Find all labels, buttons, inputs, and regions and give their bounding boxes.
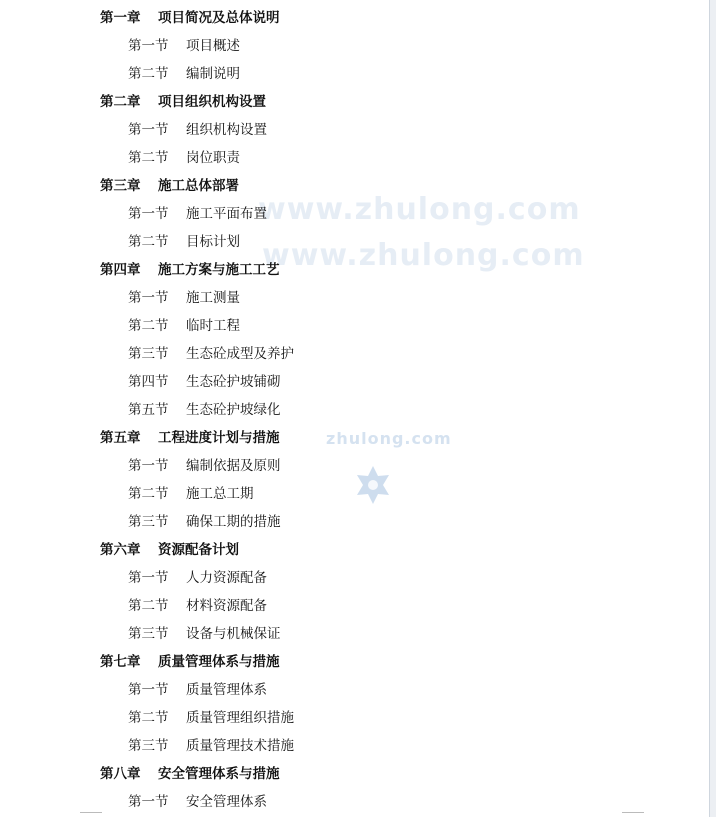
- section-number: 第二节: [128, 66, 169, 82]
- section-title: 质量管理组织措施: [186, 710, 294, 726]
- toc-section: [0, 676, 716, 704]
- section-title: 设备与机械保证: [186, 626, 281, 642]
- toc-section: [0, 452, 716, 480]
- toc-section: [0, 508, 716, 536]
- section-title: 生态砼成型及养护: [186, 346, 294, 362]
- section-title: 施工测量: [186, 290, 240, 306]
- page-edge: [709, 0, 716, 817]
- section-number: 第五节: [128, 402, 169, 418]
- toc-section: [0, 60, 716, 88]
- toc-chapter: [0, 4, 716, 32]
- toc-section: [0, 312, 716, 340]
- page-corner-mark: [80, 812, 102, 817]
- chapter-number: 第八章: [100, 766, 141, 782]
- toc-section: [0, 116, 716, 144]
- section-number: 第一节: [128, 206, 169, 222]
- section-title: 人力资源配备: [186, 570, 267, 586]
- chapter-number: 第一章: [100, 10, 141, 26]
- chapter-number: 第七章: [100, 654, 141, 670]
- chapter-title: 项目简况及总体说明: [158, 10, 280, 26]
- section-number: 第三节: [128, 626, 169, 642]
- watermark-text-small: zhulong.com: [326, 429, 452, 448]
- chapter-number: 第六章: [100, 542, 141, 558]
- section-number: 第三节: [128, 514, 169, 530]
- toc-section: [0, 788, 716, 816]
- section-title: 生态砼护坡铺砌: [186, 374, 281, 390]
- section-number: 第二节: [128, 234, 169, 250]
- section-title: 组织机构设置: [186, 122, 267, 138]
- toc-section: [0, 144, 716, 172]
- section-title: 质量管理技术措施: [186, 738, 294, 754]
- section-number: 第一节: [128, 38, 169, 54]
- section-title: 生态砼护坡绿化: [186, 402, 281, 418]
- toc-section: [0, 32, 716, 60]
- toc-chapter: [0, 760, 716, 788]
- watermark-text: www.zhulong.com: [258, 192, 581, 227]
- section-title: 临时工程: [186, 318, 240, 334]
- section-title: 质量管理体系: [186, 682, 267, 698]
- section-title: 施工总工期: [186, 486, 254, 502]
- toc-section: [0, 396, 716, 424]
- section-number: 第一节: [128, 570, 169, 586]
- toc-chapter: [0, 648, 716, 676]
- toc-section: [0, 620, 716, 648]
- chapter-title: 资源配备计划: [158, 542, 239, 558]
- chapter-title: 安全管理体系与措施: [158, 766, 280, 782]
- section-title: 目标计划: [186, 234, 240, 250]
- section-title: 安全管理体系: [186, 794, 267, 810]
- section-title: 岗位职责: [186, 150, 240, 166]
- toc-section: [0, 228, 716, 256]
- section-number: 第二节: [128, 150, 169, 166]
- toc-section: [0, 704, 716, 732]
- section-number: 第四节: [128, 374, 169, 390]
- section-title: 施工平面布置: [186, 206, 267, 222]
- toc-chapter: [0, 88, 716, 116]
- section-number: 第三节: [128, 738, 169, 754]
- chapter-number: 第三章: [100, 178, 141, 194]
- section-title: 确保工期的措施: [186, 514, 281, 530]
- section-number: 第二节: [128, 486, 169, 502]
- section-number: 第二节: [128, 710, 169, 726]
- toc-section: [0, 200, 716, 228]
- chapter-title: 质量管理体系与措施: [158, 654, 280, 670]
- watermark-text: www.zhulong.com: [262, 238, 585, 273]
- section-title: 项目概述: [186, 38, 240, 54]
- chapter-title: 施工方案与施工工艺: [158, 262, 280, 278]
- chapter-title: 施工总体部署: [158, 178, 239, 194]
- toc-chapter: [0, 536, 716, 564]
- toc-section: [0, 592, 716, 620]
- section-number: 第一节: [128, 458, 169, 474]
- toc-section: [0, 564, 716, 592]
- chapter-number: 第四章: [100, 262, 141, 278]
- section-number: 第二节: [128, 598, 169, 614]
- toc-section: [0, 480, 716, 508]
- chapter-title: 项目组织机构设置: [158, 94, 266, 110]
- section-number: 第二节: [128, 318, 169, 334]
- chapter-number: 第二章: [100, 94, 141, 110]
- section-title: 材料资源配备: [186, 598, 267, 614]
- toc-chapter: [0, 172, 716, 200]
- section-number: 第一节: [128, 682, 169, 698]
- section-title: 编制说明: [186, 66, 240, 82]
- page-corner-mark: [622, 812, 644, 817]
- toc-chapter: [0, 424, 716, 452]
- chapter-number: 第五章: [100, 430, 141, 446]
- chapter-title: 工程进度计划与措施: [158, 430, 280, 446]
- section-number: 第一节: [128, 122, 169, 138]
- section-title: 编制依据及原则: [186, 458, 281, 474]
- section-number: 第一节: [128, 290, 169, 306]
- section-number: 第三节: [128, 346, 169, 362]
- table-of-contents: [0, 4, 716, 816]
- toc-section: [0, 284, 716, 312]
- toc-chapter: [0, 256, 716, 284]
- toc-section: [0, 340, 716, 368]
- toc-section: [0, 368, 716, 396]
- toc-section: [0, 732, 716, 760]
- section-number: 第一节: [128, 794, 169, 810]
